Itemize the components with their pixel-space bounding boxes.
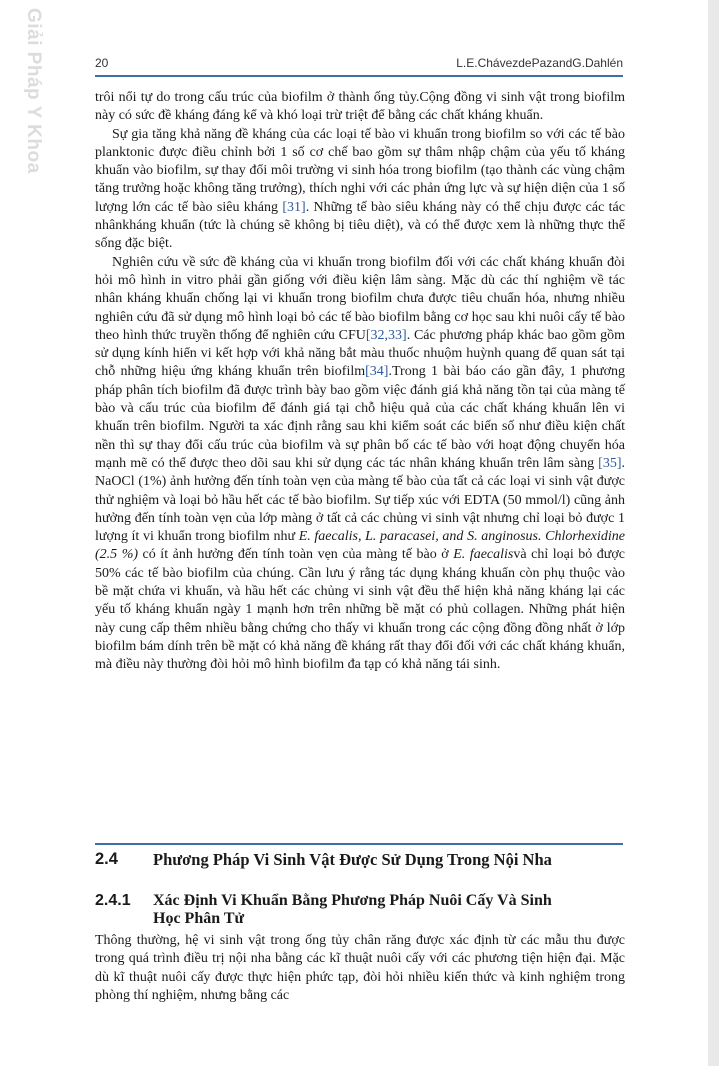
section-rule — [95, 843, 623, 845]
header-rule — [95, 75, 623, 77]
citation-link[interactable]: [32,33] — [365, 327, 407, 343]
page-header — [95, 56, 623, 78]
citation-link[interactable]: [35] — [598, 455, 622, 471]
running-head: L.E.ChávezdePazandG.Dahlén — [456, 56, 623, 70]
subsection-title: Xác Định Vi Khuẩn Bằng Phương Pháp Nuôi Cấy Và Sinh Học Phân Tử — [153, 892, 552, 927]
citation-link[interactable]: [34] — [365, 364, 389, 380]
paragraph-1: trôi nổi tự do trong cấu trúc của biofilm ở thành ống tủy.Cộng đồng vi sinh vật trong biofilm này có sức đề kháng đáng kể và khó loại trừ triệt để bằng các chất kháng khuẩn. — [95, 90, 625, 124]
citation-link[interactable]: [31] — [282, 199, 306, 215]
paragraph-4: Thông thường, hệ vi sinh vật trong ống tủy chân răng được xác định từ các mẫu thu được trong quá trình điều trị nội nha bằng các kĩ thuật nuôi cấy với các phương tiện hiện đại. Mặc dù kĩ thuật nuôi cấy được thực hiện phức tạp, đòi hỏi nhiều kiến thức và kinh nghiệm trong phòng thí nghiệm, nhưng bằng các — [95, 933, 625, 1003]
watermark: Giải Pháp Y Khoa — [23, 8, 44, 174]
body-text — [95, 89, 625, 675]
section-title: Phương Pháp Vi Sinh Vật Được Sử Dụng Trong Nội Nha — [153, 850, 552, 869]
paragraph-3: Nghiên cứu về sức đề kháng của vi khuẩn trong biofilm đối với các chất kháng khuẩn đòi hỏi mô hình in vitro phải gần giống với điều kiện lâm sàng. Mặc dù các thí nghiệm về tác nhân kháng khuẩn chống lại vi khuẩn trong biofilm chưa được tiêu chuẩn hóa, nhưng nhiều nghiên cứu đã sử dụng mô hình loại bỏ các tế bào biofilm bằng cơ học sau khi nuôi cấy tế bào theo hình thức truyền thống để nghiên cứu CFU[32,33]. Các phương pháp khác bao gồm gồm sử dụng kính hiển vi kết hợp với khả năng bắt màu thuốc nhuộm huỳnh quang để quan sát tại chỗ những hiệu ứng kháng khuẩn trên biofilm[34].Trong 1 bài báo cáo gần đây, 1 phương pháp phân tích biofilm đã được trình bày bao gồm việc đánh giá khả năng tồn tại của màng tế bào và cấu trúc của biofilm để đánh giá tại chỗ hiệu quả của các chất kháng khuẩn lên vi khuẩn trên biofilm. Người ta xác định rằng sau khi kiểm soát các biến số như điều kiện chất nền thì sự thay đổi cấu trúc của biofilm và sự phân bố các tế bào với hoạt động chuyển hóa mạnh mẽ có thể được theo dõi sau khi sử dụng các tác nhân kháng khuẩn trên lâm sàng [35]. NaOCl (1%) ảnh hưởng đến tính toàn vẹn của màng tế bào của tất cả các loại vi sinh vật được thử nghiệm và loại bỏ hầu hết các tế bào biofilm. Sự tiếp xúc với EDTA (50 mmol/l) cũng ảnh hưởng đến tính toàn vẹn của lớp màng ở tất cả các chủng vi sinh vật nhưng chỉ loại bỏ được 1 lượng ít vi khuẩn trong biofilm như E. faecalis, L. paracasei, and S. anginosus. Chlorhexidine (2.5 %) có ít ảnh hưởng đến tính toàn vẹn của màng tế bào ở E. faecalisvà chỉ loại bỏ được 50% các tế bào biofilm của chúng. Cần lưu ý rằng tác dụng kháng khuẩn còn phụ thuộc vào bề mặt chứa vi khuẩn, và hầu hết các chủng vi sinh vật đều thể hiện khả năng kháng lại các yếu tố kháng khuẩn ngày 1 mạnh hơn trên những bề mặt có phủ collagen. Những phát hiện này cung cấp thêm nhiều bằng chứng cho thấy vi khuẩn trong các cộng đồng đồng nhất ở lớp biofilm bám dính trên bề mặt có khả năng đề kháng rất thay đổi đối với các chất kháng khuẩn, mà điều này thường đòi hỏi mô hình biofilm đa tạp có khả năng tái sinh. — [95, 254, 626, 673]
subsection-number: 2.4.1 — [95, 892, 131, 909]
section-number: 2.4 — [95, 850, 118, 868]
species-name: E. faecalis — [453, 547, 514, 563]
body-text-continued — [95, 932, 625, 1005]
paragraph-2: Sự gia tăng khả năng đề kháng của các loại tế bào vi khuẩn trong biofilm so với các tế bào planktonic được điều chỉnh bởi 1 số cơ chế bao gồm sự thâm nhập chậm của yếu tố kháng khuẩn vào biofilm, sự thay đổi môi trường vi sinh hóa trong biofilm (tạo thành các vùng chậm tăng trưởng hoặc không tăng trưởng), thích nghi với các phản ứng lực và sự hiện diện của 1 số lượng lớn các tế bào siêu kháng [31]. Những tế bào siêu kháng này có thể chịu được các tác nhânkháng khuẩn (tức là chúng sẽ không bị tiêu diệt), và có thể được xem là những thực thể sống đặc biệt. — [95, 126, 625, 252]
species-names: E. faecalis, L. paracasei, and S. anginosus. Chlorhexidine (2.5 %) — [95, 529, 626, 563]
page-number: 20 — [95, 56, 109, 70]
